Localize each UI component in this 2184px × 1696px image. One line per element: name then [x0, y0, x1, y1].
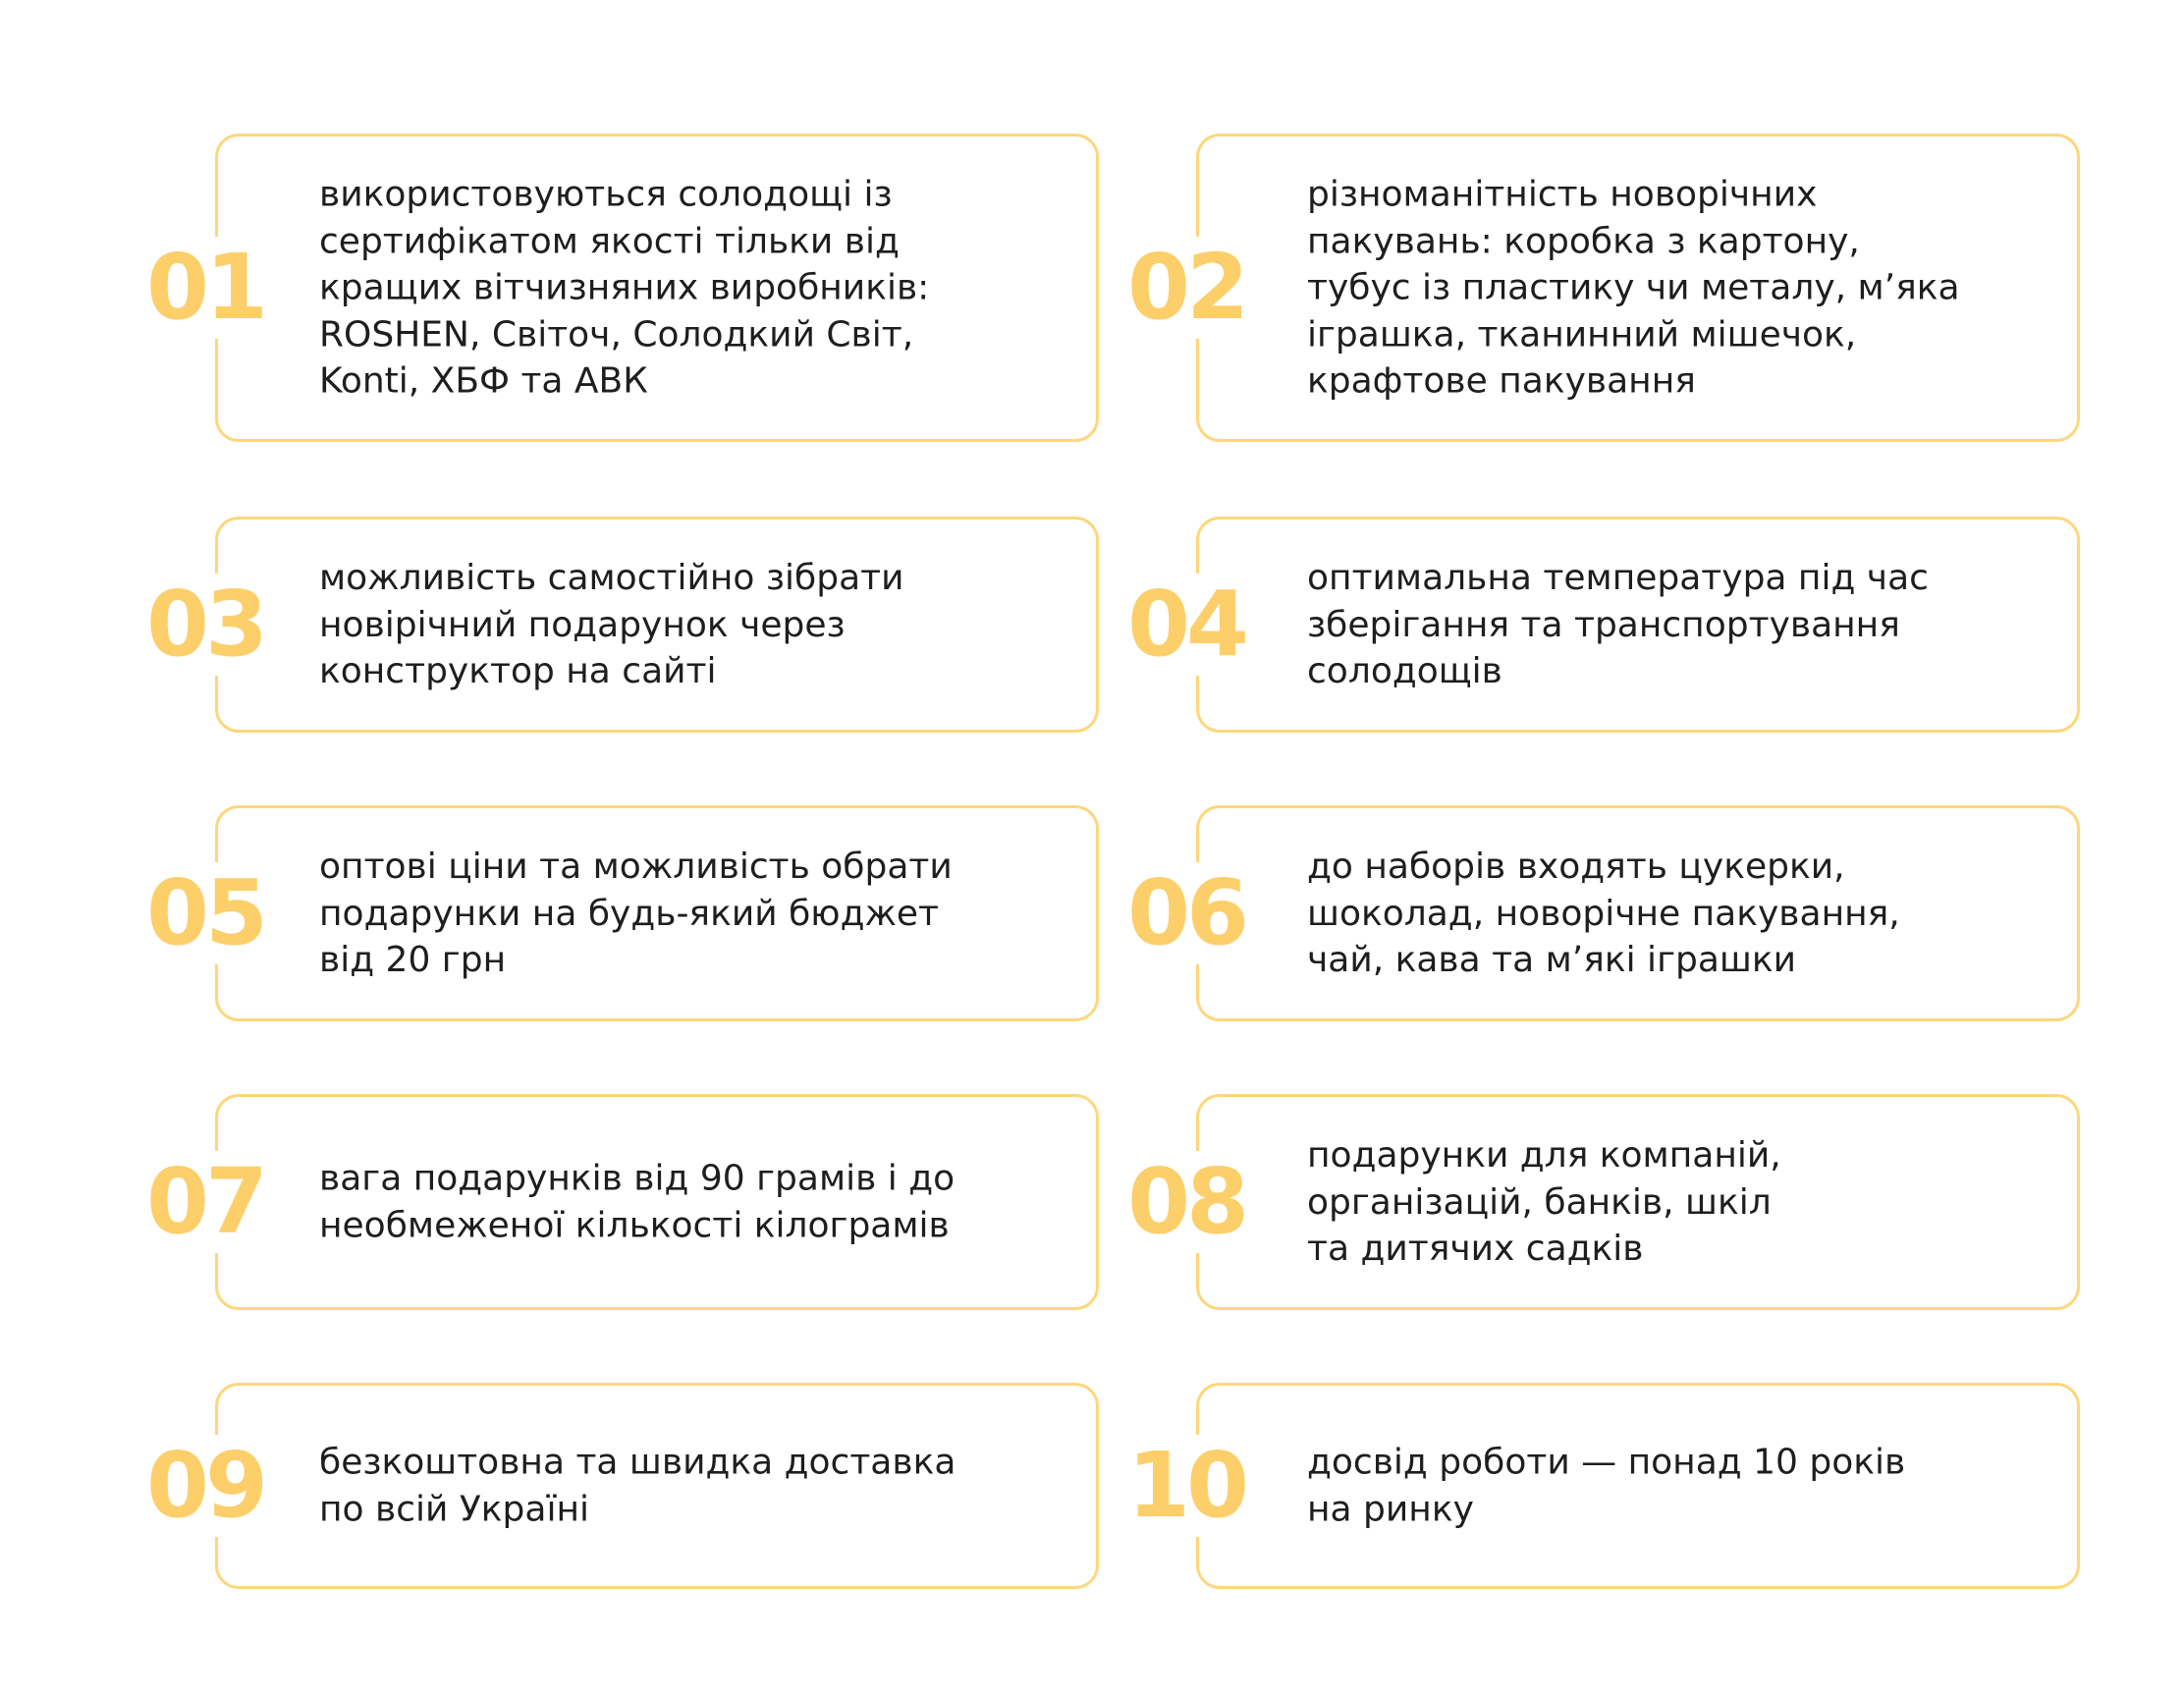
feature-text: оптимальна температура під час зберігання та транспортування солодощів [1307, 557, 1929, 691]
feature-number: 04 [1127, 572, 1246, 677]
feature-card-08 [1127, 1094, 2080, 1310]
feature-number: 02 [1127, 235, 1246, 340]
feature-card-03 [146, 517, 1099, 733]
feature-card-07 [146, 1094, 1099, 1310]
feature-number: 03 [146, 572, 265, 677]
feature-card-06 [1127, 805, 2080, 1021]
feature-text: використовуються солодощі із сертифікатом якості тільки від кращих вітчизняних виробників: ROSHEN, Світоч, Солодкий Світ, Konti, ХБФ та АВК [319, 174, 930, 402]
feature-text: вага подарунків від 90 грамів і до необмеженої кількості кілограмів [319, 1158, 956, 1245]
feature-text: різноманітність новорічних пакувань: коробка з картону, тубус із пластику чи металу, м’яка іграшка, тканинний мішечок, крафтове пакування [1307, 174, 1960, 402]
feature-card-09 [146, 1383, 1099, 1589]
feature-text: можливість самостійно зібрати новірічний подарунок через конструктор на сайті [319, 557, 904, 691]
feature-number: 05 [146, 860, 265, 965]
feature-card-01 [146, 134, 1099, 442]
feature-number: 10 [1127, 1433, 1246, 1538]
feature-number: 09 [146, 1433, 265, 1538]
feature-text: до наборів входять цукерки, шоколад, новорічне пакування, чай, кава та м’які іграшки [1307, 846, 1900, 980]
feature-number: 07 [146, 1149, 265, 1254]
feature-text: подарунки для компаній, організацій, банків, шкіл та дитячих садків [1307, 1134, 1781, 1269]
feature-text: досвід роботи — понад 10 років на ринку [1307, 1442, 1906, 1529]
feature-card-10 [1127, 1383, 2080, 1589]
feature-card-02 [1127, 134, 2080, 442]
feature-text: безкоштовна та швидка доставка по всій Україні [319, 1442, 956, 1529]
feature-number: 01 [146, 235, 265, 340]
feature-card-05 [146, 805, 1099, 1021]
feature-text: оптові ціни та можливість обрати подарунки на будь-який бюджет від 20 грн [319, 846, 953, 980]
feature-number: 06 [1127, 860, 1246, 965]
feature-card-04 [1127, 517, 2080, 733]
feature-number: 08 [1127, 1149, 1246, 1254]
